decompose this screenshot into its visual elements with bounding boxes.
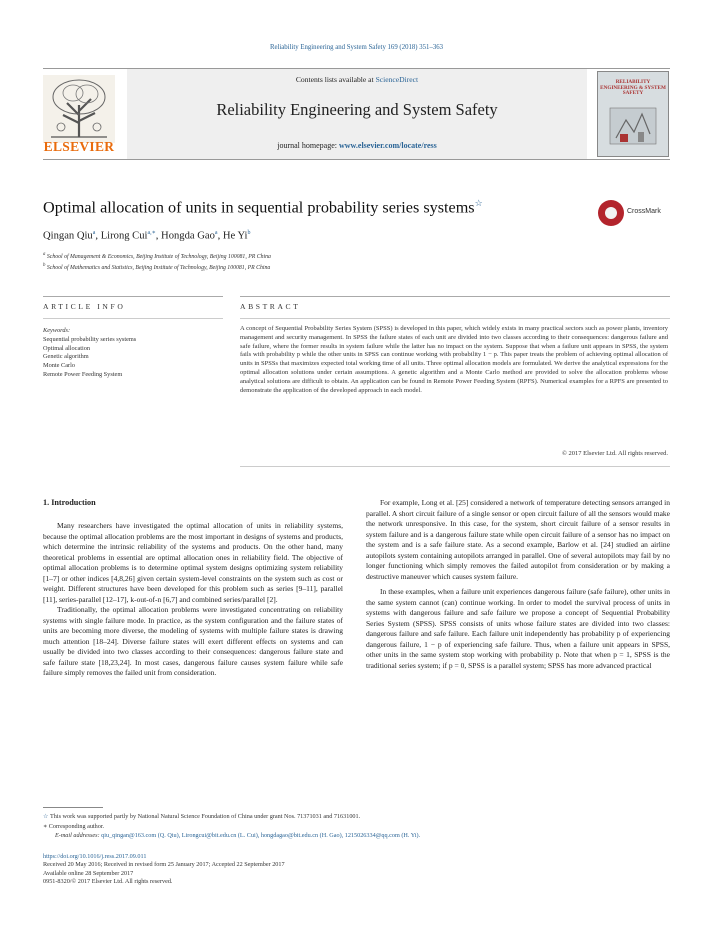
author-affil-mark[interactable]: b [247,230,251,236]
footnote-divider [43,807,103,808]
journal-citation[interactable]: Reliability Engineering and System Safety 169 (2018) 351–363 [269,44,444,51]
left-column [43,521,343,679]
affiliation [43,252,271,260]
keyword: Optimal allocation [43,344,91,352]
publisher-wordmark: ELSEVIER [43,139,115,154]
crossmark-label[interactable]: CrossMark [627,208,661,215]
affiliation [43,263,270,271]
author-name: Qingan Qiu [43,230,93,242]
author-name: He Yi [222,230,248,242]
issn-copyright: 0951-8320/© 2017 Elsevier Ltd. All rights reserved. [43,878,173,886]
footnote-mark: ∗ [43,823,49,830]
keyword: Genetic algorithm [43,353,89,361]
divider [240,466,670,467]
author-affil-mark[interactable]: a [92,230,96,236]
funding-footnote [43,813,360,820]
journal-cover-thumbnail[interactable] [597,71,669,157]
author-name: Lirong Cui [100,230,148,242]
divider [43,318,223,319]
author-name: Hongda Gao [161,230,215,242]
doi-link[interactable]: https://doi.org/10.1016/j.ress.2017.09.011 [43,853,147,860]
article-info-heading: ARTICLE INFO [43,302,126,311]
article-title-text: Optimal allocation of units in sequential probability series systems [43,198,475,217]
body-paragraph: For example, Long et al. [25] considered a network of temperature detecting sensors arranged in parallel. A short circuit failure of a single sensor or open circuit failure of all the sensors would make the network unresponsive. In this case, for the system, short circuit failure of a sensor results in system failure and is a dangerous failure state while open circuit failure of a sensor has no impact on the system and is a safe failure state. As a second example, Barlow et al. [24] studied an airline autopilots system containing autopilots arranged in parallel. One of several autopilots may fail by no longer functioning which simply removes the failed autopilot from consideration or by making a destructive maneuver which causes system failure. [366,498,670,581]
journal-title: Reliability Engineering and System Safety [216,100,498,119]
keywords-block [43,327,223,380]
email-footnote [55,832,420,839]
author-affil-mark[interactable]: a,∗ [147,230,156,236]
title-footnote-mark[interactable]: ☆ [474,198,483,208]
keyword: Sequential probability series systems [43,335,137,343]
right-column [366,498,670,671]
affiliation-text: School of Mathematics and Statistics, Beijing Institute of Technology, Beijing 100081, PR China [46,264,271,271]
footnote-mark: ☆ [43,813,50,820]
email-label: E-mail addresses: [55,832,100,839]
cover-title: RELIABILITY ENGINEERING & SYSTEM SAFETY [600,79,666,97]
divider [43,296,223,297]
email-addresses[interactable]: qiu_qingan@163.com (Q. Qiu), Lirongcui@bit.edu.cn (L. Cui), hongdagao@bit.edu.cn (H. Gao), 1215026334@qq.com (H. Yi). [101,832,421,839]
keyword: Remote Power Feeding System [43,370,123,378]
affiliation-mark: b [43,263,46,268]
contents-line [127,75,587,84]
divider [240,318,670,319]
journal-masthead [43,68,670,160]
body-paragraph: Traditionally, the optimal allocation problems were investigated concentrating on reliability systems with single failure mode. In practice, as the system configuration and the failure states of units are becoming more diverse, the modeling of systems with multiple failure states is drawing much attention [18–24]. Diverse failure states will exert different effects on systems and can usually be divided into two classes according to their consequences: dangerous failure state and safe failure state [18,23,24]. In most cases, dangerous failure causes system failure while safe failure simply removes the failed unit from consideration. [43,605,343,677]
online-date: Available online 28 September 2017 [43,869,134,877]
abstract-text: A concept of Sequential Probability Series System (SPSS) is developed in this paper, which widely exists in many practical sectors such as power plants, inventory management and security management. In SPSS the failure states of each unit are divided into two classes according to their consequences: dangerous failure and safe failure, where the former results in system failure while the latter has no impact on the system. Suppose that when a failure unit appears in SPSS, the system fails with probability p while the other units in SPSS can continue working with probability 1 − p. This paper treats the problem of achieving optimal allocation of units in SPSSs that maximizes expected total working time of all units. Three optimal allocation models are formulated. We derive the analytical expressions for the optimal allocation solutions under certain assumptions. A genetic algorithm and a Monte Carlo method are provided to solve the allocation problems whose analytical solutions are difficult to obtain. An application can be found in Remote Power Feeding System (RPFS). Numerical examples for a RPFS are presented to demonstrate the application of the developed approach in each model. [240,325,668,394]
journal-homepage-line [127,141,587,150]
received-dates: Received 20 May 2016; Received in revised form 25 January 2017; Accepted 22 September 2017 [43,861,285,869]
crossmark-inner [605,207,617,219]
author-affil-mark[interactable]: a [214,230,218,236]
abstract-copyright: © 2017 Elsevier Ltd. All rights reserved. [561,450,668,457]
keyword: Monte Carlo [43,362,76,370]
cover-art-icon [608,104,658,148]
corresponding-footnote [43,823,104,830]
section-heading: 1. Introduction [43,498,96,507]
crossmark-icon[interactable] [598,200,624,226]
abstract-heading: ABSTRACT [240,302,301,311]
divider [240,296,670,297]
corresponding-text: Corresponding author. [48,823,105,830]
homepage-prefix: journal homepage: [277,141,339,150]
affiliation-text: School of Management & Economics, Beijing Institute of Technology, Beijing 100081, PR China [46,253,271,260]
funding-text: This work was supported partly by National Natural Science Foundation of China under grant Nos. 71371031 and 71631001. [49,813,361,820]
homepage-link[interactable]: www.elsevier.com/locate/ress [339,141,437,150]
keywords-label: Keywords: [43,327,71,334]
article-history [43,853,285,887]
body-paragraph: In these examples, when a failure unit experiences dangerous failure (safe failure), other units in the same system cannot (can) continue working. In order to model the survival process of units in systems with dangerous failure and safe failure we propose a concept of Sequential Probability Series System (SPSS). SPSS consists of units whose failure states are divided into two classes: dangerous failure and safe failure. Each failure unit independently has probability p of experiencing dangerous failure, 1 − p of experiencing safe failure. Thus, when a failure unit appears in SPSS, other units in the same system stop working with probability p. Note that when p = 1, SPSS is the traditional series system; if p = 0, SPSS is a parallel system; SPSS has more advanced practical [366,587,670,670]
article-title [43,198,483,217]
author-list: Qingan Qiu$^a$, Lirong Cui$^{a,∗}$, Hongda Gao$^a$, He Yi$^b$ [43,230,251,242]
affiliation-mark: a [43,252,46,257]
sciencedirect-link[interactable]: ScienceDirect [375,75,419,84]
body-paragraph: Many researchers have investigated the optimal allocation of units in reliability systems, because the optimal allocation problems are the most important in designs of systems and products, which determine the intrinsic reliability of the systems and products. On the other hand, many theoretical problems in essential are optimal allocation ones in reliability field. The objective of optimal allocation problems is to determine optimal system designs optimizing system reliability [1–7] or other indices [4,8,26] given certain system-level constraints on the system such as cost or weight. Different structures have been developed for this problem such as series [9–11], parallel [11], series-parallel [12–17], k-out-of-n [6,7] and combined series/parallel [2]. [43,521,343,604]
contents-prefix: Contents lists available at [295,75,376,84]
